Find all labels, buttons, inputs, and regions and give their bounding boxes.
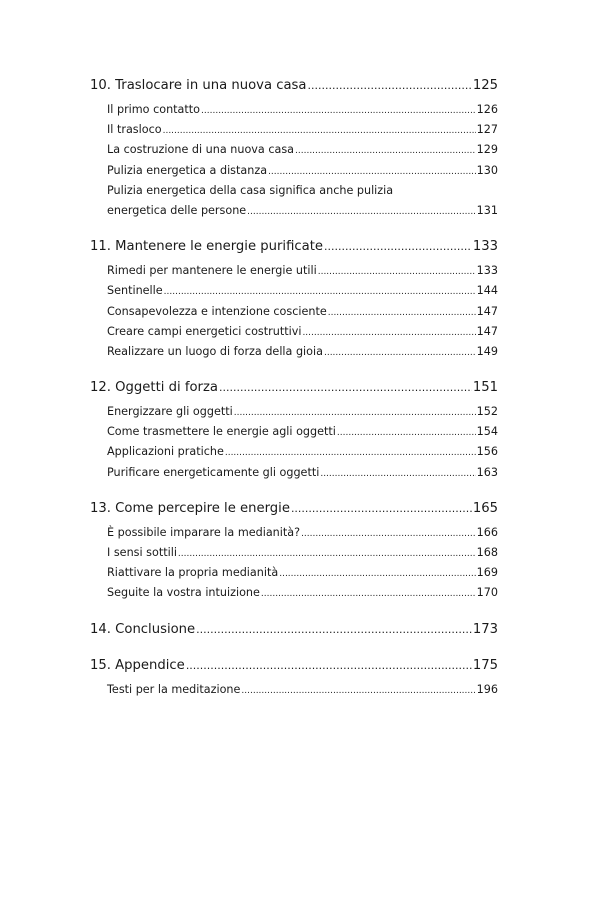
dot-leader — [291, 499, 472, 519]
dot-leader — [268, 162, 476, 182]
section-title: energetica delle persone — [107, 203, 247, 217]
section-title: Il primo contatto — [107, 103, 201, 116]
dot-leader — [241, 681, 475, 701]
dot-leader — [178, 544, 476, 564]
dot-leader — [261, 584, 476, 604]
dot-leader — [247, 202, 475, 222]
section-title: Riattivare la propria medianità — [107, 566, 279, 580]
section-list — [90, 402, 498, 483]
chapter-title: 11. Mantenere le energie purificate — [90, 239, 323, 255]
dot-leader — [318, 262, 476, 282]
section-entry[interactable] — [107, 463, 498, 483]
chapter-title: 13. Come percepire le energie — [90, 500, 290, 516]
page-number: 151 — [472, 380, 498, 396]
dot-leader — [201, 101, 476, 121]
dot-leader — [324, 237, 472, 257]
section-entry[interactable] — [107, 680, 498, 700]
section-title: Rimedi per mantenere le energie utili — [107, 264, 317, 278]
dot-leader — [301, 524, 476, 544]
page-number: 170 — [476, 586, 498, 600]
section-title: Purificare energeticamente gli oggetti — [107, 465, 320, 479]
chapter-heading[interactable] — [90, 378, 498, 398]
table-of-contents — [90, 76, 498, 716]
chapter-title: 10. Traslocare in una nuova casa — [90, 78, 307, 93]
dot-leader — [279, 564, 475, 584]
section-entry[interactable] — [107, 422, 498, 442]
page-number: 144 — [476, 284, 498, 298]
dot-leader — [337, 423, 476, 443]
section-title: Come trasmettere le energie agli oggetti — [107, 425, 336, 439]
chapter-title: 14. Conclusione — [90, 621, 196, 637]
section-title: Applicazioni pratiche — [107, 445, 224, 459]
page-number: 169 — [476, 566, 498, 580]
chapter-heading[interactable] — [90, 656, 498, 676]
section-entry[interactable] — [107, 543, 498, 563]
page-number: 156 — [476, 445, 498, 459]
dot-leader — [219, 378, 472, 398]
dot-leader — [164, 282, 476, 302]
page-number: 166 — [476, 525, 498, 539]
chapter-heading[interactable] — [90, 620, 498, 640]
chapter-heading[interactable] — [90, 76, 498, 96]
page-number: 152 — [476, 405, 498, 419]
section-entry[interactable] — [107, 342, 498, 362]
section-title: Energizzare gli oggetti — [107, 405, 233, 419]
section-title-line1: Pulizia energetica della casa significa anche pulizia — [107, 183, 394, 197]
chapter-10 — [90, 76, 498, 221]
section-entry[interactable] — [107, 161, 498, 181]
dot-leader — [186, 656, 472, 676]
section-entry[interactable] — [107, 281, 498, 301]
section-title: Testi per la meditazione — [107, 682, 241, 696]
page-number: 125 — [472, 78, 498, 93]
section-title: Il trasloco — [107, 123, 162, 137]
section-title: Consapevolezza e intenzione cosciente — [107, 304, 327, 318]
dot-leader — [196, 620, 472, 640]
dot-leader — [295, 141, 476, 161]
section-list — [90, 100, 498, 221]
chapter-heading[interactable] — [90, 237, 498, 257]
dot-leader — [302, 323, 475, 343]
section-list — [90, 261, 498, 362]
page-number: 154 — [476, 425, 498, 439]
page-number: 149 — [476, 344, 498, 358]
section-title: Seguite la vostra intuizione — [107, 586, 260, 600]
chapter-15 — [90, 656, 498, 700]
chapter-14 — [90, 620, 498, 640]
section-title: Creare campi energetici costruttivi — [107, 324, 302, 338]
page-number: 133 — [472, 239, 498, 255]
dot-leader — [324, 343, 476, 363]
section-entry[interactable] — [107, 140, 498, 160]
page-number: 196 — [476, 682, 498, 696]
section-entry[interactable] — [107, 583, 498, 603]
chapter-heading[interactable] — [90, 499, 498, 519]
page-number: 127 — [476, 123, 498, 137]
section-title: Pulizia energetica a distanza — [107, 163, 268, 177]
page-number: 173 — [472, 621, 498, 637]
section-title: È possibile imparare la medianità? — [107, 525, 301, 539]
page-number: 165 — [472, 500, 498, 516]
page-number: 147 — [476, 324, 498, 338]
chapter-12 — [90, 378, 498, 483]
section-entry-multiline[interactable] — [107, 181, 498, 221]
section-entry[interactable] — [107, 100, 498, 120]
dot-leader — [328, 303, 476, 323]
page-number: 129 — [476, 143, 498, 157]
section-entry[interactable] — [107, 302, 498, 322]
dot-leader — [163, 121, 476, 141]
page-number: 163 — [476, 465, 498, 479]
page-number: 168 — [476, 546, 498, 559]
dot-leader — [308, 76, 472, 96]
section-entry[interactable] — [107, 442, 498, 462]
page-number: 131 — [476, 203, 498, 217]
dot-leader — [225, 443, 476, 463]
chapter-title: 15. Appendice — [90, 657, 185, 673]
section-title: Sentinelle — [107, 284, 163, 298]
page-number: 175 — [472, 657, 498, 673]
section-entry[interactable] — [107, 523, 498, 543]
chapter-title: 12. Oggetti di forza — [90, 380, 218, 396]
section-title: Realizzare un luogo di forza della gioia — [107, 344, 323, 358]
dot-leader — [234, 403, 476, 423]
page-number: 147 — [476, 304, 498, 318]
chapter-11 — [90, 237, 498, 362]
section-entry[interactable] — [107, 261, 498, 281]
section-entry[interactable] — [107, 120, 498, 140]
page-number: 133 — [476, 264, 498, 278]
page-number: 126 — [476, 103, 498, 116]
section-entry-continuation — [107, 201, 498, 221]
page-number: 130 — [476, 163, 498, 177]
section-entry[interactable] — [107, 563, 498, 583]
section-list — [90, 680, 498, 700]
section-entry[interactable] — [107, 402, 498, 422]
chapter-13 — [90, 499, 498, 604]
section-title: I sensi sottili — [107, 546, 177, 559]
dot-leader — [320, 464, 475, 484]
section-title: La costruzione di una nuova casa — [107, 143, 295, 157]
section-list — [90, 523, 498, 604]
section-entry[interactable] — [107, 322, 498, 342]
